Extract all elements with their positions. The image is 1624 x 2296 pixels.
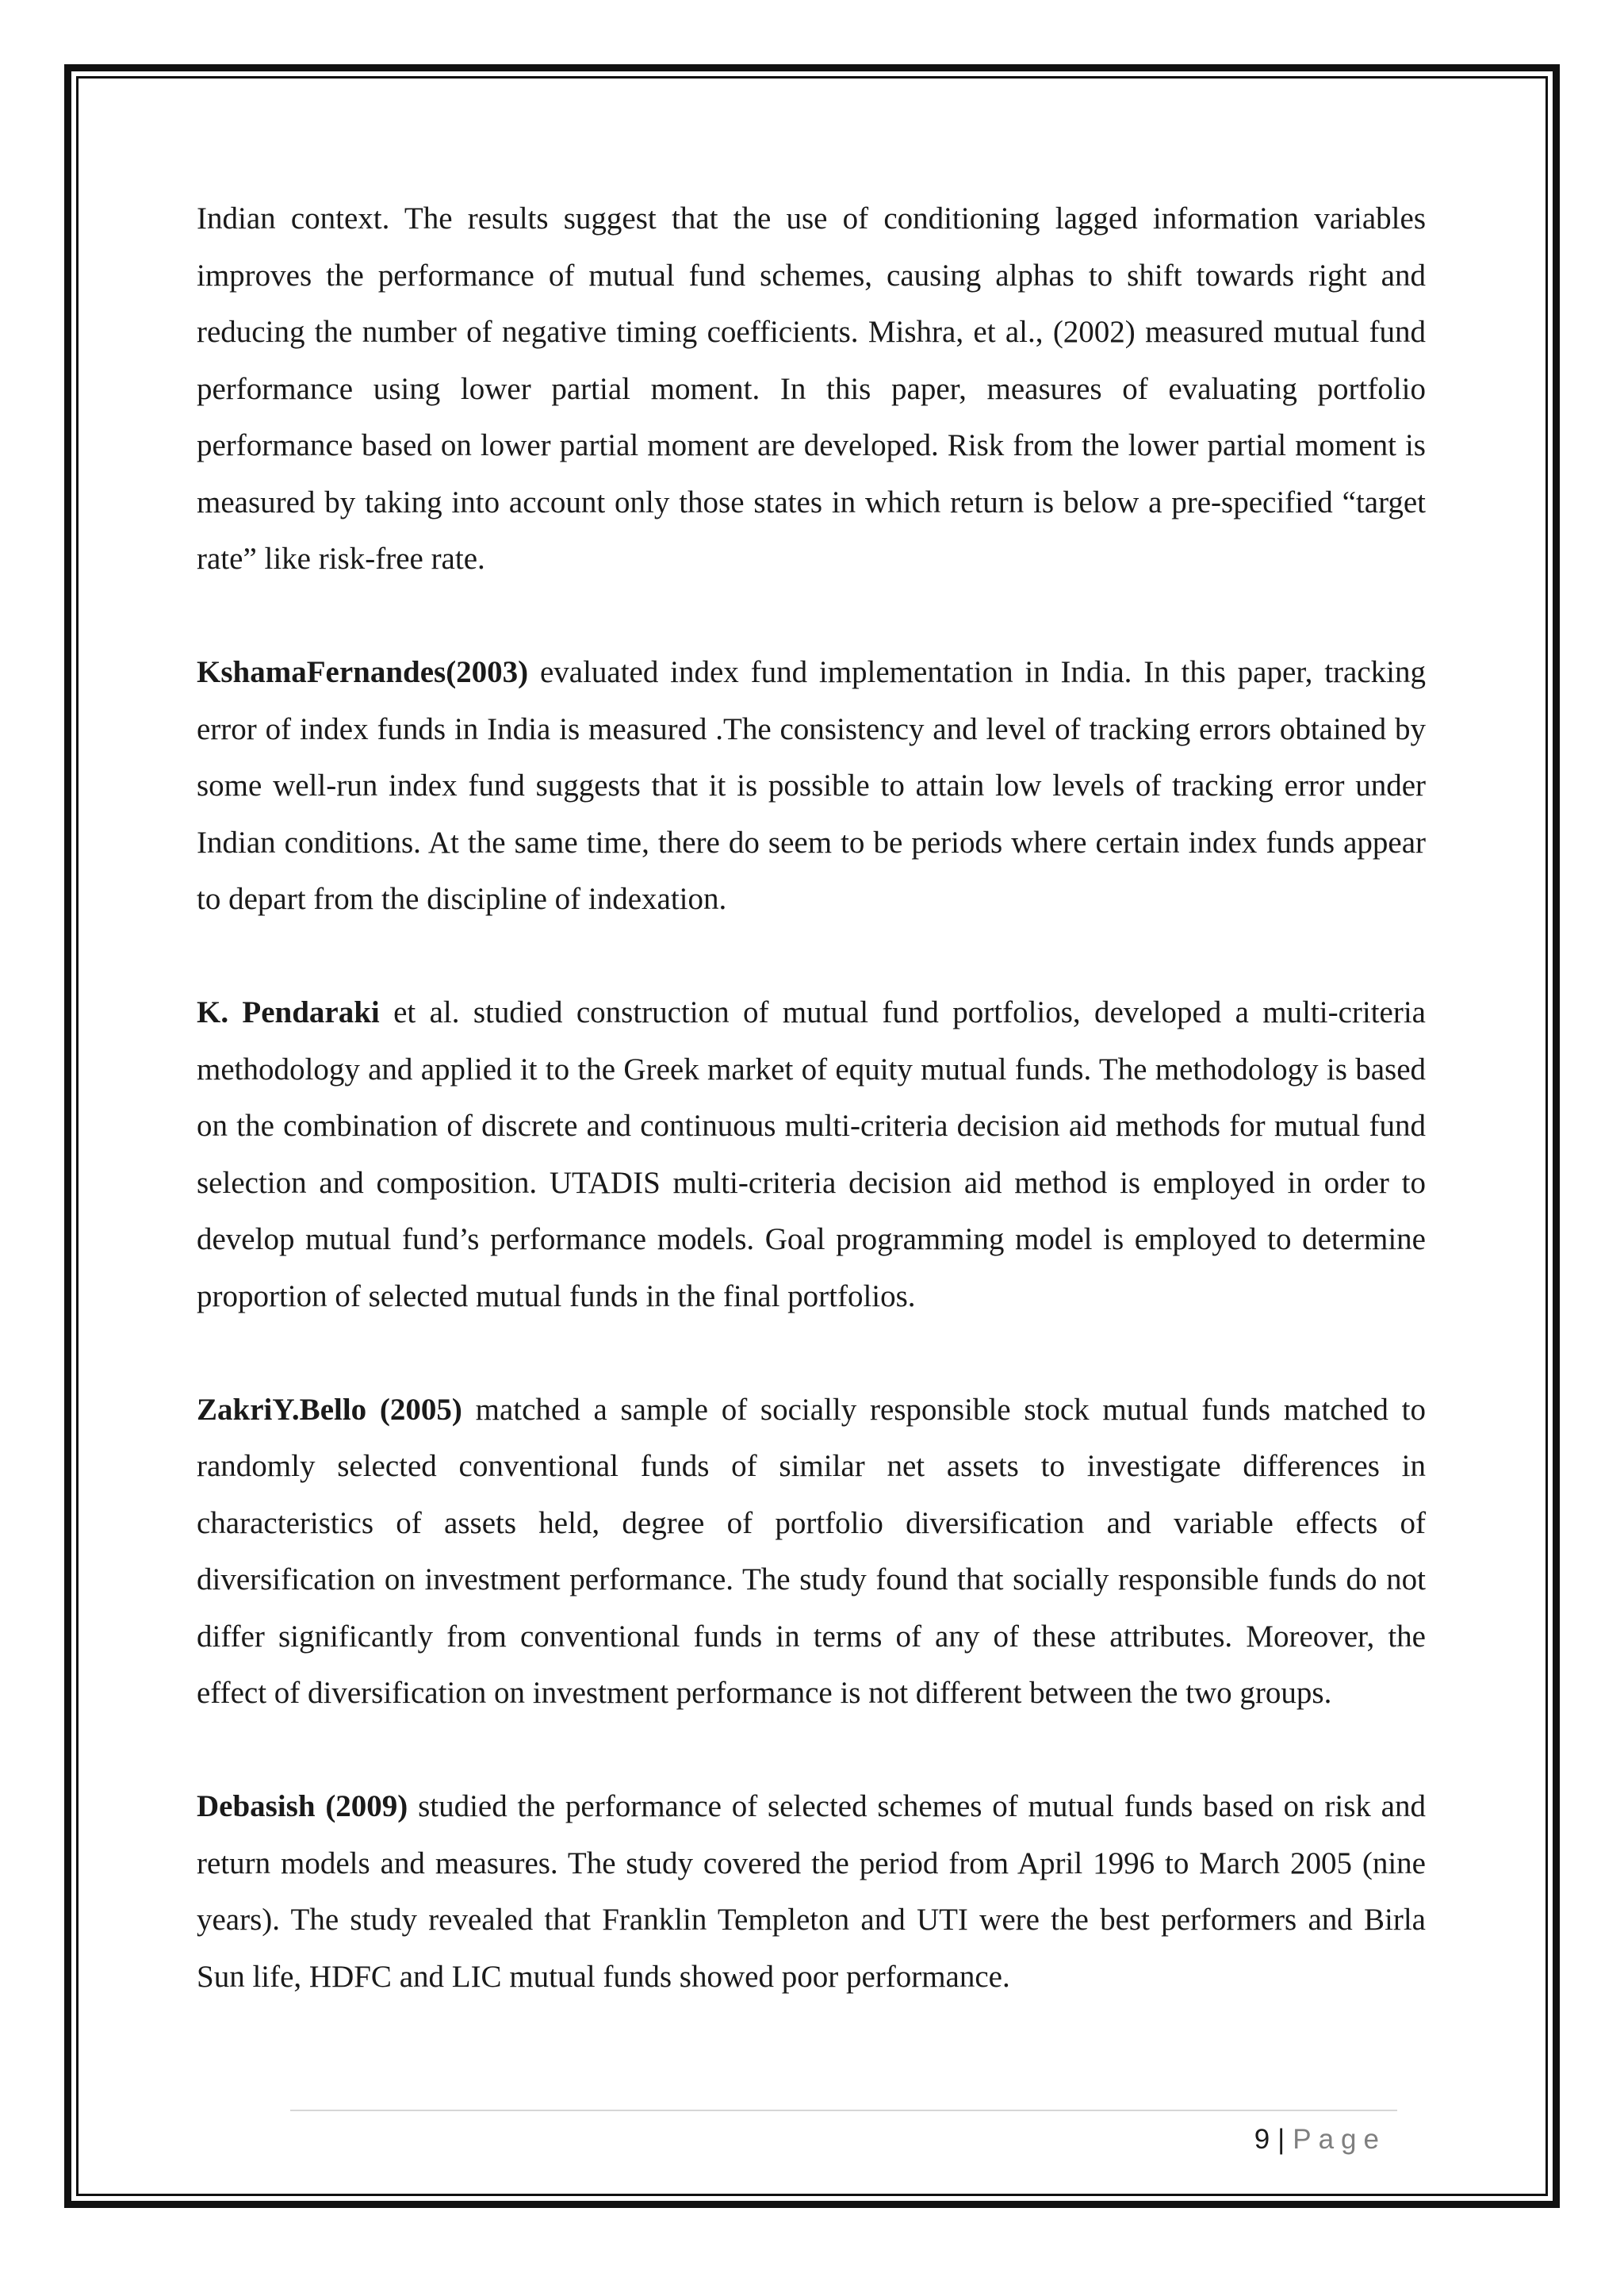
paragraph-text: matched a sample of socially responsible stock mutual funds matched to randomly selected conventional funds of similar net assets to investigate differences in characteristics of assets held, degree of portfolio diversification and variable effects of diversification on investment performance. The study found that socially responsible funds do not differ significantly from conventional funds in terms of any of these attributes. Moreover, the effect of diversification on investment performance is not different between the two groups. (197, 1392, 1426, 1710)
document-body (197, 190, 1426, 2005)
paragraph-text: evaluated index fund implementation in India. In this paper, tracking error of index funds in India is measured .The consistency and level of tracking errors obtained by some well-run index fund suggests that it is possible to attain low levels of tracking error under Indian conditions. At the same time, there do seem to be periods where certain index funds appear to depart from the discipline of indexation. (197, 655, 1426, 916)
paragraph-bello (197, 1382, 1426, 1722)
paragraph-lead-author: ZakriY.Bello (2005) (197, 1392, 462, 1427)
paragraph-mishra (197, 190, 1426, 588)
footer-divider (290, 2110, 1397, 2111)
paragraph-lead-author: KshamaFernandes(2003) (197, 655, 529, 689)
page-separator: | (1277, 2124, 1285, 2155)
paragraph-text: Indian context. The results suggest that the use of conditioning lagged information variables improves the performance of mutual fund schemes, causing alphas to shift towards right and reducing the number of negative timing coefficients. Mishra, et al., (2002) measured mutual fund performance using lower partial moment. In this paper, measures of evaluating portfolio performance based on lower partial moment are developed. Risk from the lower partial moment is measured by taking into account only those states in which return is below a pre-specified “target rate” like risk-free rate. (197, 201, 1426, 576)
paragraph-debasish (197, 1778, 1426, 2005)
paragraph-text: studied the performance of selected schemes of mutual funds based on risk and return models and measures. The study covered the period from April 1996 to March 2005 (nine years). The study revealed that Franklin Templeton and UTI were the best performers and Birla Sun life, HDFC and LIC mutual funds showed poor performance. (197, 1789, 1426, 1994)
paragraph-lead-author: K. Pendaraki (197, 995, 380, 1029)
paragraph-pendaraki (197, 984, 1426, 1324)
page-label: Page (1293, 2124, 1386, 2155)
paragraph-fernandes (197, 644, 1426, 928)
page-footer (1254, 2124, 1386, 2156)
page-number: 9 (1254, 2124, 1270, 2155)
paragraph-text: et al. studied construction of mutual fund portfolios, developed a multi-criteria methodology and applied it to the Greek market of equity mutual funds. The methodology is based on the combination of discrete and continuous multi-criteria decision aid methods for mutual fund selection and composition. UTADIS multi-criteria decision aid method is employed in order to develop mutual fund’s performance models. Goal programming model is employed to determine proportion of selected mutual funds in the final portfolios. (197, 995, 1426, 1313)
paragraph-lead-author: Debasish (2009) (197, 1789, 408, 1823)
